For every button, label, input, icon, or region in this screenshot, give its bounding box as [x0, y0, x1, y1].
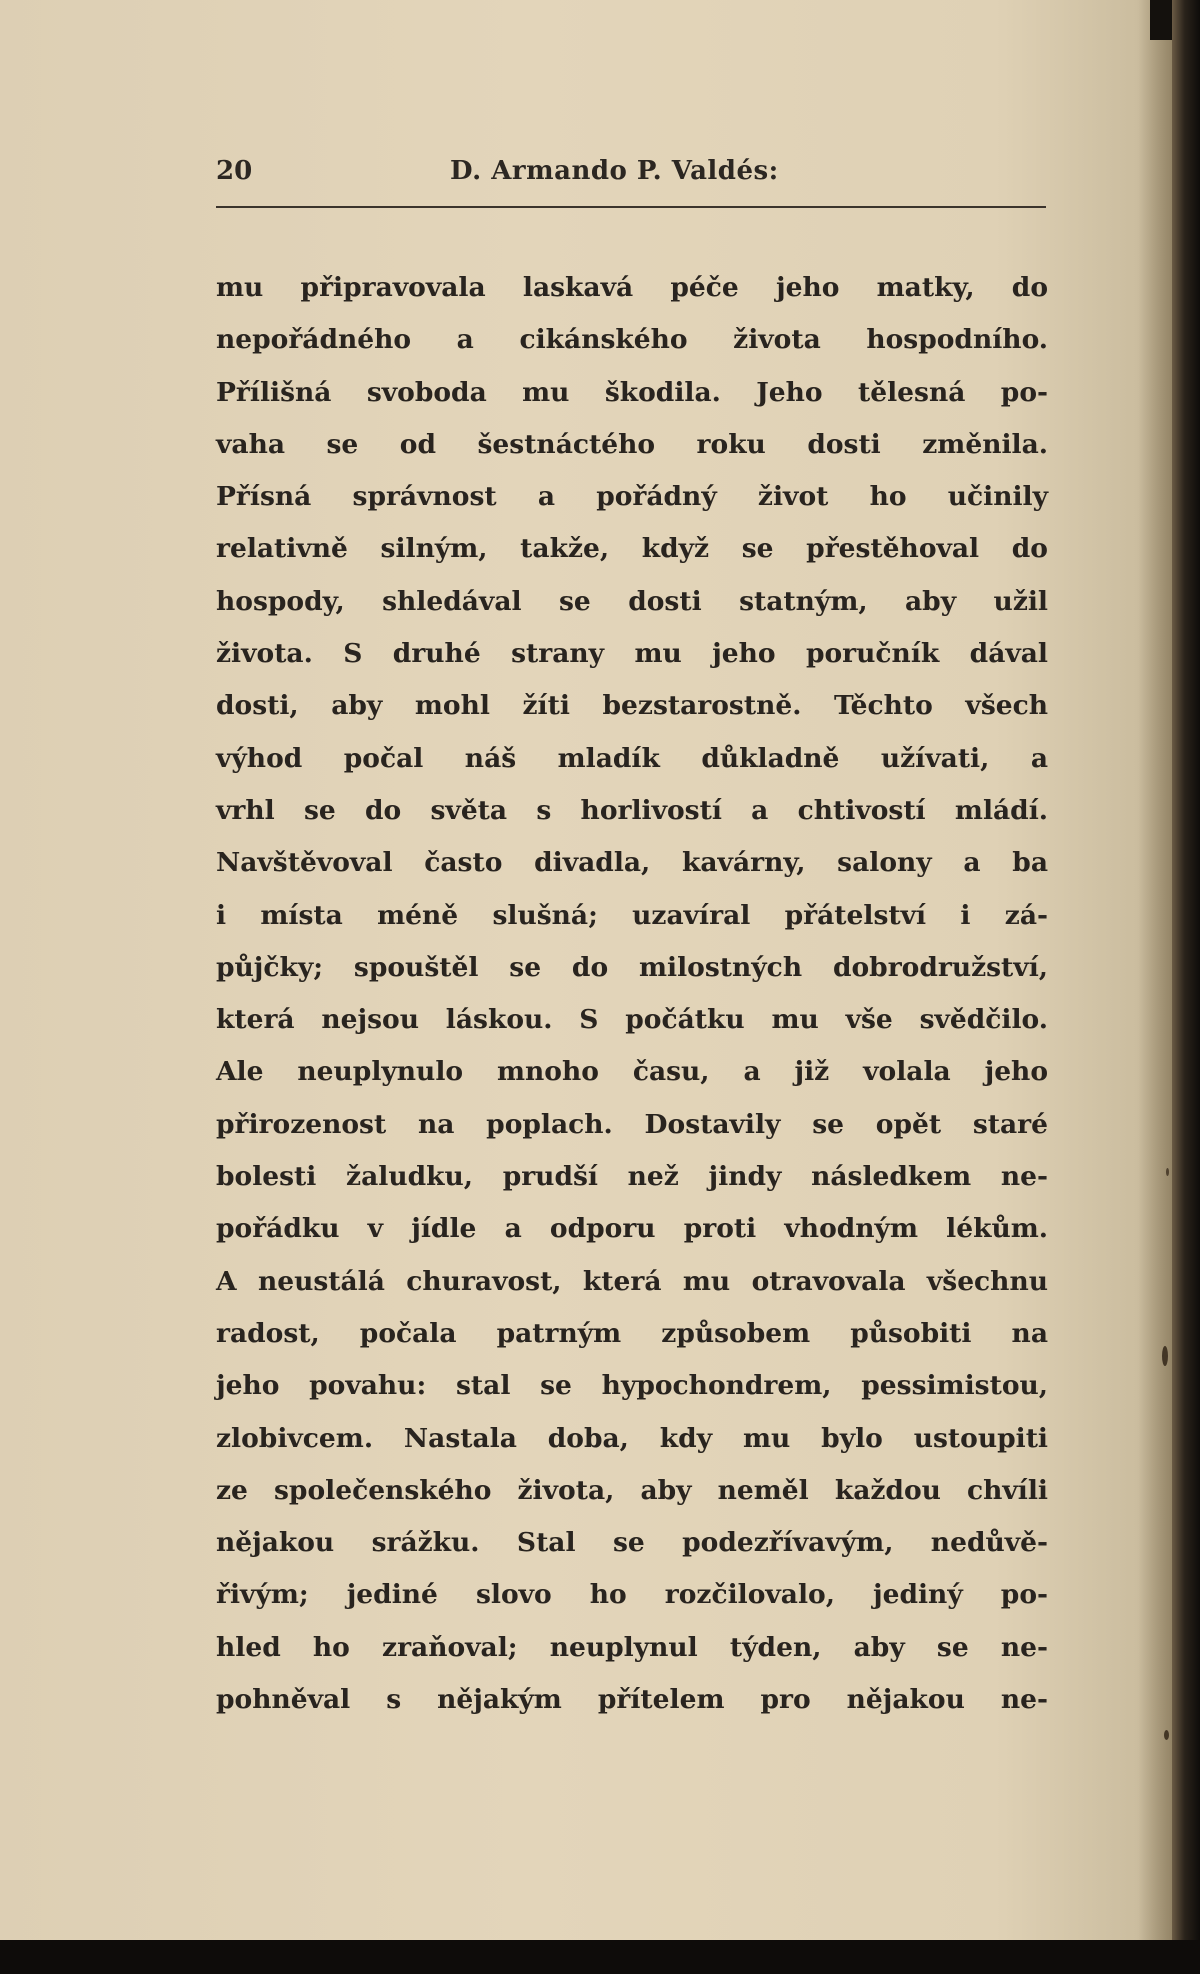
ink-smudge	[1166, 1168, 1169, 1176]
text-line: nějakou srážku. Stal se podezřívavým, nedůvě-	[216, 1527, 1048, 1559]
running-head-title: D. Armando P. Valdés:	[450, 156, 779, 186]
text-line: radost, počala patrným způsobem působiti na	[216, 1317, 1048, 1349]
text-line: pohněval s nějakým přítelem pro nějakou ne-	[216, 1684, 1048, 1716]
text-line: vaha se od šestnáctého roku dosti změnila.	[216, 428, 1048, 460]
body-text	[216, 262, 1048, 1726]
text-line: hospody, shledával se dosti statným, aby užil	[216, 585, 1048, 617]
header-rule	[216, 206, 1046, 208]
text-line: A neustálá churavost, která mu otravovala všechnu	[216, 1265, 1048, 1297]
text-line: nepořádného a cikánského života hospodního.	[216, 324, 1048, 356]
ink-smudge	[1164, 1730, 1169, 1740]
text-line: života. S druhé strany mu jeho poručník dával	[216, 638, 1048, 670]
page-number: 20	[216, 156, 253, 186]
text-line: bolesti žaludku, prudší než jindy následkem ne-	[216, 1161, 1048, 1193]
scan-bottom-border	[0, 1940, 1200, 1974]
text-line: přirozenost na poplach. Dostavily se opět staré	[216, 1108, 1048, 1140]
text-line: jeho povahu: stal se hypochondrem, pessimistou,	[216, 1370, 1048, 1402]
text-line: mu připravovala laskavá péče jeho matky, do	[216, 272, 1048, 303]
text-line: vrhl se do světa s horlivostí a chtivostí mládí.	[216, 794, 1048, 826]
text-line: půjčky; spouštěl se do milostných dobrodružství,	[216, 951, 1048, 983]
ink-smudge	[1162, 1346, 1168, 1366]
text-line: pořádku v jídle a odporu proti vhodným lékům.	[216, 1213, 1048, 1245]
text-line: ze společenského života, aby neměl každou chvíli	[216, 1474, 1048, 1506]
text-line: Ale neuplynulo mnoho času, a již volala jeho	[216, 1056, 1048, 1088]
text-line: hled ho zraňoval; neuplynul týden, aby se ne-	[216, 1631, 1048, 1663]
scan-corner-shadow	[1150, 0, 1172, 40]
text-line: zlobivcem. Nastala doba, kdy mu bylo ustoupiti	[216, 1422, 1048, 1454]
text-line: Přílišná svoboda mu škodila. Jeho tělesná po-	[216, 376, 1048, 408]
text-line: která nejsou láskou. S počátku mu vše svědčilo.	[216, 1004, 1048, 1036]
text-line: Navštěvoval často divadla, kavárny, salony a ba	[216, 847, 1048, 879]
text-line: relativně silným, takže, když se přestěhoval do	[216, 533, 1048, 565]
running-head	[216, 156, 1048, 196]
text-line: i místa méně slušná; uzavíral přátelství i zá-	[216, 899, 1048, 931]
text-line: dosti, aby mohl žíti bezstarostně. Těchto všech	[216, 690, 1048, 722]
text-line: Přísná správnost a pořádný život ho učinily	[216, 481, 1048, 513]
text-line: řivým; jediné slovo ho rozčilovalo, jediný po-	[216, 1579, 1048, 1611]
text-line: výhod počal náš mladík důkladně užívati, a	[216, 742, 1048, 774]
page-edge-shadow	[1172, 0, 1200, 1974]
